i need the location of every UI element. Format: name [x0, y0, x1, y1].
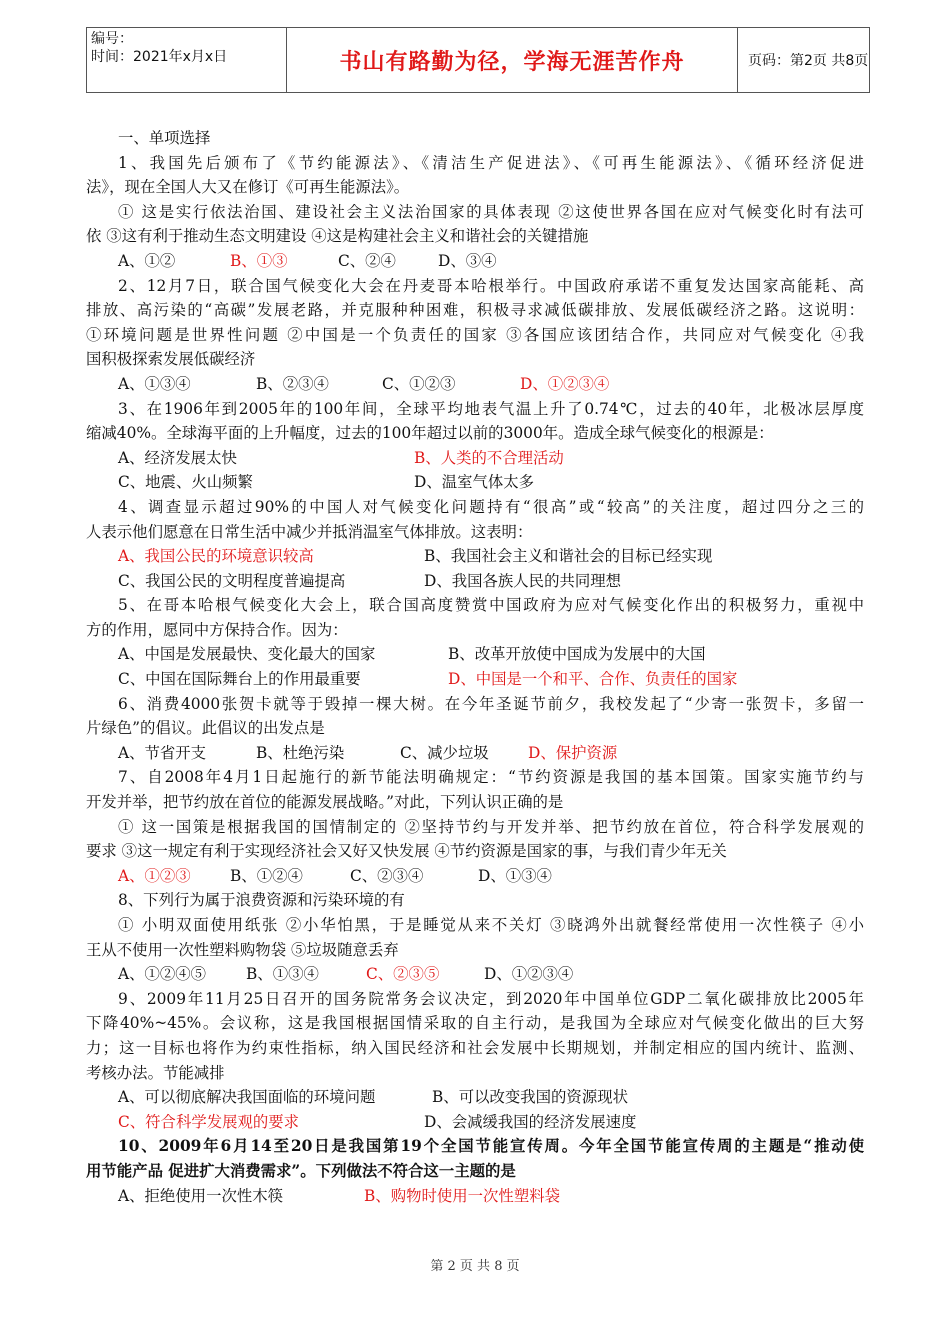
- statement-line: 要求 ③这一规定有利于实现经济社会又好又快发展 ④节约资源是国家的事，与我们青少年无关: [86, 842, 727, 861]
- option: A、①②: [118, 251, 176, 270]
- question-text-line: 10、2009年6月14至20日是我国第19个全国节能宣传周。今年全国节能宣传周的主题是“推动使: [118, 1137, 864, 1156]
- page-footer: 第 2 页 共 8 页: [430, 1259, 520, 1274]
- statement-line: 依 ③这有利于推动生态文明建设 ④这是构建社会主义和谐社会的关键措施: [86, 227, 589, 246]
- option: D、会减缓我国的经济发展速度: [424, 1112, 637, 1131]
- option: D、③④: [438, 251, 497, 270]
- option: C、减少垃圾: [400, 743, 489, 762]
- question-5: [86, 593, 864, 691]
- option: C、我国公民的文明程度普遍提高: [118, 571, 346, 590]
- option: D、①②③④: [484, 965, 574, 984]
- question-text-line: 7、自2008年4月1日起施行的新节能法明确规定：“节约资源是我国的基本国策。国家实施节约与: [118, 768, 864, 787]
- option: C、②④: [338, 251, 396, 270]
- option: A、①③④: [118, 374, 191, 393]
- option: D、温室气体太多: [414, 473, 535, 492]
- question-2: [86, 274, 864, 397]
- header-page-label: 页码：第2页 共8页: [748, 53, 869, 69]
- time-label: 时间：2021年x月x日: [91, 49, 228, 65]
- question-10: [86, 1134, 864, 1208]
- question-text-line: 用节能产品 促进扩大消费需求”。下列做法不符合这一主题的是: [86, 1161, 516, 1180]
- option: A、可以彻底解决我国面临的环境问题: [118, 1088, 376, 1107]
- options-row: [86, 1085, 864, 1110]
- document-body: [86, 126, 864, 1208]
- section-title: 一、单项选择: [118, 129, 211, 147]
- options-row: [86, 962, 864, 987]
- question-text-line: 开发并举，把节约放在首位的能源发展战略。”对此，下列认识正确的是: [86, 793, 564, 812]
- option: A、中国是发展最快、变化最大的国家: [118, 645, 376, 664]
- options-row: [86, 569, 864, 594]
- option: D、我国各族人民的共同理想: [424, 571, 622, 590]
- question-3: [86, 397, 864, 495]
- question-text-line: 力；这一目标也将作为约束性指标，纳入国民经济和社会发展中长期规划，并制定相应的国内统计、监测、: [86, 1038, 864, 1057]
- options-row: [86, 864, 864, 889]
- question-text-line: 4、调查显示超过90%的中国人对气候变化问题持有“很高”或“较高”的关注度，超过四分之三的: [118, 497, 864, 516]
- question-text-line: 缩减40%。全球海平面的上升幅度，过去的100年超过以前的3000年。造成全球气候变化的根源是：: [86, 424, 774, 443]
- option: B、可以改变我国的资源现状: [432, 1088, 628, 1107]
- question-text-line: 考核办法。节能减排: [86, 1063, 225, 1082]
- question-7: [86, 765, 864, 888]
- question-text-line: 5、在哥本哈根气候变化大会上，联合国高度赞赏中国政府为应对气候变化作出的积极努力，重视中: [118, 596, 864, 615]
- option-answer: D、中国是一个和平、合作、负责任的国家: [448, 670, 738, 689]
- option-answer: B、人类的不合理活动: [414, 448, 564, 467]
- page-header: [86, 27, 870, 93]
- question-9: [86, 987, 864, 1135]
- option-answer: D、保护资源: [528, 743, 618, 762]
- question-text-line: 3、在1906年到2005年的100年间，全球平均地表气温上升了0.74℃，过去的40年，北极冰层厚度: [118, 399, 864, 418]
- option: B、①③④: [246, 965, 319, 984]
- option: B、②③④: [256, 374, 329, 393]
- option: A、经济发展太快: [118, 448, 237, 467]
- option: A、节省开支: [118, 743, 207, 762]
- option: C、②③④: [350, 866, 424, 885]
- option-answer: C、符合科学发展观的要求: [118, 1112, 300, 1131]
- option-answer: A、我国公民的环境意识较高: [118, 547, 314, 566]
- question-text-line: 8、下列行为属于浪费资源和污染环境的有: [118, 891, 405, 910]
- options-row: [86, 1110, 864, 1135]
- question-text-line: 片绿色”的倡议。此倡议的出发点是: [86, 719, 325, 738]
- question-text-line: 法》，现在全国人大又在修订《可再生能源法》。: [86, 178, 410, 197]
- options-row: [86, 667, 864, 692]
- question-text-line: 方的作用，愿同中方保持合作。因为：: [86, 620, 348, 639]
- statement-line: ① 这是实行依法治国、建设社会主义法治国家的具体表现 ②这使世界各国在应对气候变化时有法可: [118, 202, 864, 221]
- options-row: [86, 372, 864, 397]
- question-6: [86, 692, 864, 766]
- option: B、我国社会主义和谐社会的目标已经实现: [424, 547, 713, 566]
- options-row: [86, 446, 864, 471]
- options-row: [86, 642, 864, 667]
- question-text-line: 2、12月7日，联合国气候变化大会在丹麦哥本哈根举行。中国政府承诺不重复发达国家高能耗、高: [118, 276, 864, 295]
- question-text-line: 1、我国先后颁布了《节约能源法》、《清洁生产促进法》、《可再生能源法》、《循环经济促进: [118, 153, 864, 172]
- question-4: [86, 495, 864, 593]
- question-8: [86, 888, 864, 986]
- option-answer: B、购物时使用一次性塑料袋: [364, 1186, 560, 1205]
- option: B、杜绝污染: [256, 743, 345, 762]
- options-row: [86, 249, 864, 274]
- options-row: [86, 1184, 864, 1209]
- option: B、改革开放使中国成为发展中的大国: [448, 645, 706, 664]
- option-answer: A、①②③: [118, 866, 191, 885]
- question-text-line: 9、2009年11月25日召开的国务院常务会议决定，到2020年中国单位GDP二氧化碳排放比2005年: [118, 989, 864, 1008]
- question-text-line: 6、消费4000张贺卡就等于毁掉一棵大树。在今年圣诞节前夕，我校发起了“少寄一张贺卡，多留一: [118, 694, 864, 713]
- option-answer: B、①③: [230, 251, 288, 270]
- options-row: [86, 544, 864, 569]
- question-text-line: 国积极探索发展低碳经济: [86, 350, 256, 369]
- option: A、①②④⑤: [118, 965, 207, 984]
- statement-line: ① 小明双面使用纸张 ②小华怕黑，于是睡觉从来不关灯 ③晓鸿外出就餐经常使用一次性筷子 ④小: [118, 916, 864, 934]
- question-text-line: 下降40%~45%。会议称，这是我国根据国情采取的自主行动，是我国为全球应对气候变化做出的巨大努: [86, 1014, 864, 1033]
- question-text-line: ①环境问题是世界性问题 ②中国是一个负责任的国家 ③各国应该团结合作，共同应对气候变化 ④我: [86, 325, 864, 344]
- option-answer: D、①②③④: [520, 374, 610, 393]
- option: C、中国在国际舞台上的作用最重要: [118, 670, 361, 689]
- statement-line: 王从不使用一次性塑料购物袋 ⑤垃圾随意丢弃: [86, 940, 399, 959]
- question-text-line: 排放、高污染的“高碳”发展老路，并克服种种困难，积极寻求减低碳排放、发展低碳经济之路。这说明：: [86, 301, 864, 320]
- header-meta: [87, 28, 287, 92]
- question-text-line: 人表示他们愿意在日常生活中减少并抵消温室气体排放。这表明：: [86, 522, 533, 541]
- question-1: [86, 151, 864, 274]
- option: C、地震、火山频繁: [118, 473, 253, 492]
- option: D、①③④: [478, 866, 552, 885]
- option: A、拒绝使用一次性木筷: [118, 1186, 284, 1205]
- option: C、①②③: [382, 374, 456, 393]
- options-row: [86, 470, 864, 495]
- options-row: [86, 741, 864, 766]
- header-motto: 书山有路勤为径，学海无涯苦作舟: [287, 28, 738, 92]
- option-answer: C、②③⑤: [366, 965, 440, 984]
- number-label: 编号：: [91, 31, 133, 47]
- option: B、①②④: [230, 866, 303, 885]
- statement-line: ① 这一国策是根据我国的国情制定的 ②坚持节约与开发并举、把节约放在首位，符合科学发展观的: [118, 817, 864, 836]
